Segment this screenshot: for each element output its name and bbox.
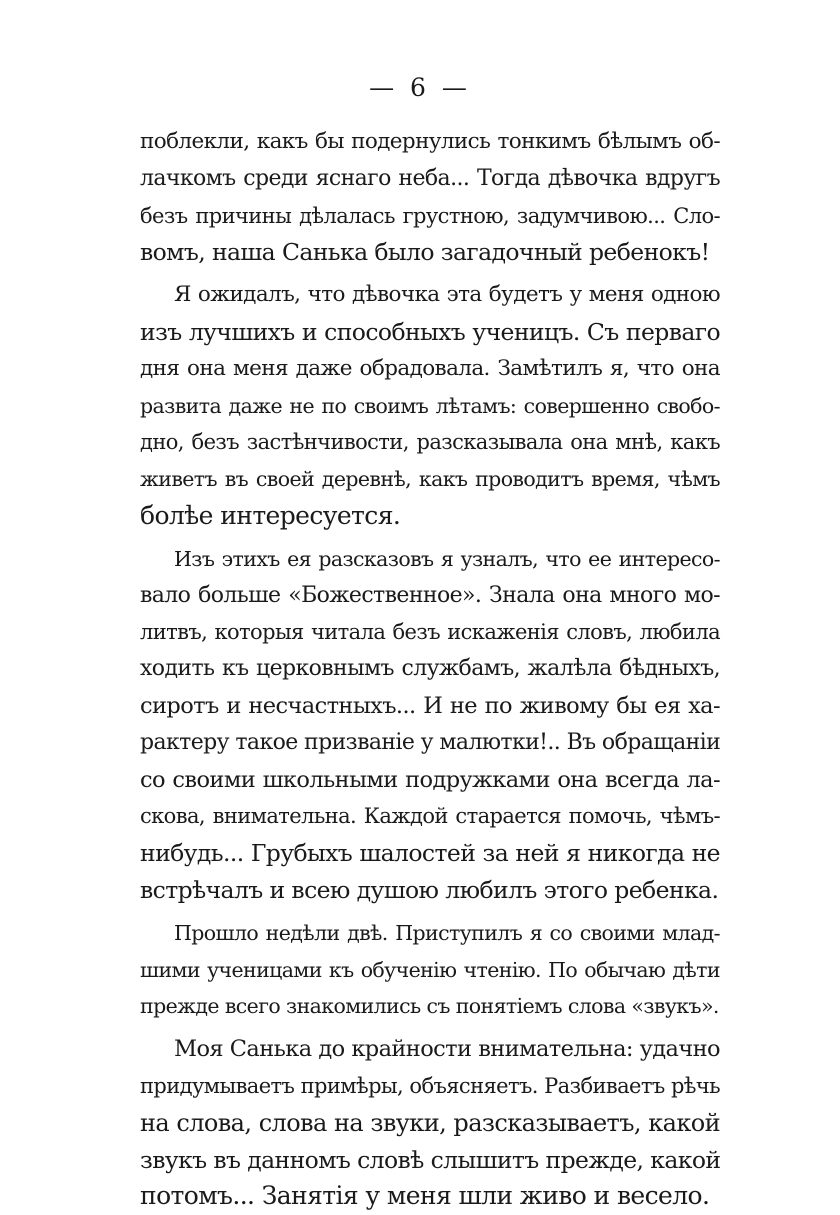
- text-line: вомъ, наша Санька было загадочный ребенокъ!: [140, 238, 710, 267]
- text-line: Прошло недѣли двѣ. Приступилъ я со своими млад-: [174, 920, 720, 945]
- text-line: нибудь... Грубыхъ шалостей за ней я никогда не: [140, 839, 720, 868]
- text-line: скова, внимательна. Каждой старается помочь, чѣмъ-: [140, 804, 720, 829]
- text-line: Моя Санька до крайности внимательна: удачно: [174, 1036, 720, 1063]
- text-line: безъ причины дѣлалась грустною, задумчивою... Сло-: [140, 203, 720, 228]
- text-line: встрѣчалъ и всею душою любилъ этого ребенка.: [140, 875, 719, 904]
- text-line: литвъ, которыя читала безъ искаженія словъ, любила: [140, 620, 720, 645]
- text-line: придумываетъ примѣры, объясняетъ. Разбиваетъ рѣчь: [140, 1073, 720, 1098]
- paragraph: [140, 541, 720, 909]
- text-line: рактеру такое призванie у малютки!.. Въ обращаніи: [140, 729, 721, 755]
- text-line: сиротъ и несчастныхъ... И не по живому бы ея ха-: [140, 692, 720, 719]
- text-line: шими ученицами къ обученію чтенію. По обычаю дѣти: [140, 957, 720, 982]
- body-text: [140, 124, 720, 1215]
- text-line: болѣе интересуется.: [140, 500, 401, 530]
- text-line: звукъ въ данномъ словѣ слышитъ прежде, какой: [140, 1145, 721, 1174]
- text-line: Изъ этихъ ея разсказовъ я узналъ, что ее интересо-: [174, 546, 720, 571]
- text-line: ходить къ церковнымъ службамъ, жалѣла бѣдныхъ,: [140, 656, 720, 682]
- text-line: развита даже не по своимъ лѣтамъ: совершенно свобо-: [140, 393, 720, 418]
- paragraph: [140, 277, 720, 535]
- paragraph: [140, 915, 720, 1025]
- text-line: вало больше «Божественное». Знала она много мо-: [140, 582, 720, 608]
- text-line: дня она меня даже обрадовала. Замѣтилъ я, что она: [140, 355, 720, 381]
- text-line: со своими школьными подружками она всегда ла-: [140, 766, 720, 793]
- text-line: на слова, слова на звуки, разсказываетъ, какой: [140, 1108, 720, 1137]
- text-line: прежде всего знакомились съ понятіемъ слова «звукъ».: [140, 994, 719, 1019]
- text-line: лачкомъ среди яснаго неба... Тогда дѣвочка вдругъ: [140, 165, 720, 191]
- text-line: Я ожидалъ, что дѣвочка эта будетъ у меня одною: [174, 282, 720, 308]
- text-line: живетъ въ своей деревнѣ, какъ проводитъ время, чѣмъ: [140, 467, 720, 492]
- page-number: — 6 —: [369, 73, 471, 102]
- text-line: потомъ... Занятія у меня шли живо и весело.: [140, 1181, 710, 1211]
- text-line: поблекли, какъ бы подернулись тонкимъ бѣлымъ об-: [140, 129, 720, 154]
- text-line: дно, безъ застѣнчивости, разсказывала она мнѣ, какъ: [140, 430, 720, 455]
- paragraph: [140, 1031, 720, 1215]
- paragraph: [140, 124, 720, 271]
- text-line: изъ лучшихъ и способныхъ ученицъ. Съ перваго: [140, 317, 720, 346]
